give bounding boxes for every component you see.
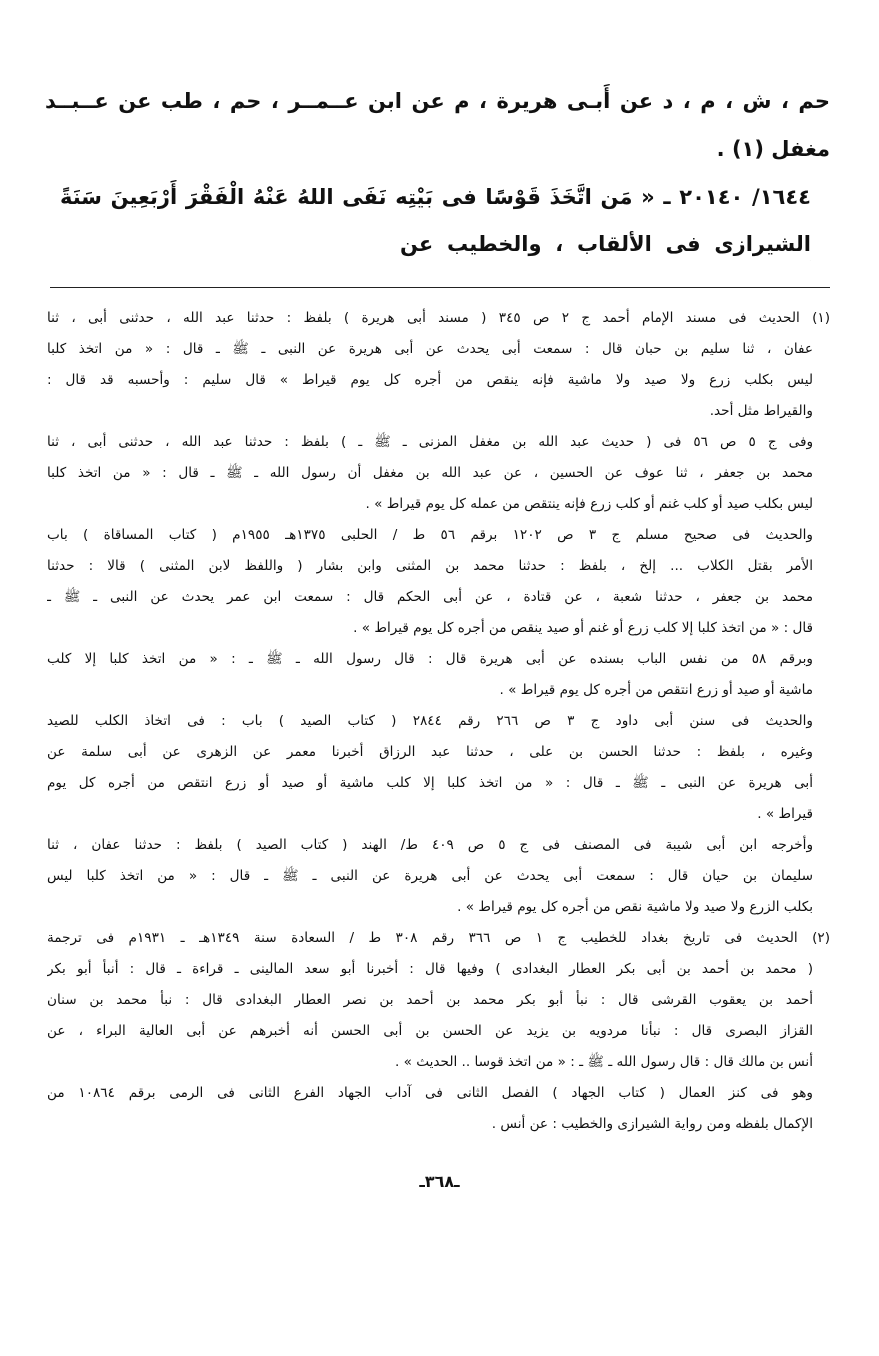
footnote-line: محمد بن جعفر ، ثنا عوف عن الحسين ، عن عبد الله بن مغفل أن رسول الله ـ ﷺ ـ قال : « من اتخذ كلبا bbox=[47, 465, 813, 481]
footnote-line: الإكمال بلفظه ومن رواية الشيرازى والخطيب : عن أنس . bbox=[491, 1116, 813, 1132]
footnote-line: الأمر بقتل الكلاب ... إلخ ، بلفظ : حدثنا محمد بن المثنى وابن بشار ( واللفظ لابن المثنى ) قالا : حدثنا bbox=[47, 558, 813, 574]
footnote-line: قال : « من اتخذ كلبا إلا كلب زرع أو غنم أو صيد ينقص من أجره كل يوم قيراط » . bbox=[353, 620, 813, 636]
footnote-line: والقيراط مثل أحد. bbox=[709, 403, 813, 419]
footnote-line: أنس بن مالك قال : قال رسول الله ـ ﷺ ـ : « من اتخذ قوسا .. الحديث » . bbox=[395, 1054, 813, 1070]
footnote-line: وفى ج ٥ ص ٥٦ فى ( حديث عبد الله بن مغفل المزنى ـ ﷺ ـ ) بلفظ : حدثنا عبد الله ، حدثنى أبى ، ثنا bbox=[47, 434, 813, 450]
footnote-line: وغيره ، بلفظ : حدثنا الحسن بن على ، حدثنا عبد الرزاق أخبرنا معمر عن الزهرى عن أبى سلمة عن bbox=[47, 744, 813, 760]
footnote-divider bbox=[50, 287, 830, 288]
footnote-line: قيراط » . bbox=[757, 806, 813, 822]
main-text-line: حم ، ش ، م ، د عن أَبـى هريرة ، م عن ابن عــمــر ، حم ، طب عن عــبــد bbox=[45, 89, 830, 113]
footnote-line: وهو فى كنز العمال ( كتاب الجهاد ) الفصل الثانى فى آداب الجهاد الفرع الثانى فى الرمى برقم ١٠٨٦٤ من bbox=[47, 1085, 813, 1101]
footnote-line: ليس بكلب زرع ولا صيد ولا ماشية فإنه ينقص من أجره كل يوم قيراط » قال سليم : وأحسبه قد قال : bbox=[47, 372, 813, 388]
footnote-line: سليمان بن حيان قال : سمعت أبى يحدث عن أبى هريرة عن النبى ـ ﷺ ـ قال : « من اتخذ كلبا ليس bbox=[47, 868, 813, 884]
footnote-line: (٢) الحديث فى تاريخ بغداد للخطيب ج ١ ص ٣٦٦ رقم ٣٠٨ ط / السعادة سنة ١٣٤٩هـ ـ ١٩٣١م فى ترجمة bbox=[47, 930, 830, 946]
footnote-line: وأخرجه ابن أبى شيبة فى المصنف فى ج ٥ ص ٤٠٩ ط/ الهند ( كتاب الصيد ) بلفظ : حدثنا عفان ، ثنا bbox=[47, 837, 813, 853]
footnote-line: عفان ، ثنا سليم بن حبان قال : سمعت أبى يحدث عن أبى هريرة عن النبى ـ ﷺ ـ قال : « من اتخذ كلبا bbox=[47, 341, 813, 357]
footnote-line: محمد بن جعفر ، حدثنا شعبة ، عن قتادة ، عن أبى الحكم قال : سمعت ابن عمر يحدث عن النبى ـ ﷺ ـ bbox=[47, 589, 813, 605]
main-text-line: ١٦٤٤/ ٢٠١٤٠ ـ « مَن اتَّخَذَ قَوْسًا فى بَيْتِه نَفَى اللهُ عَنْهُ الْفَقْرَ أَرْبَعِينَ سَنَةً bbox=[60, 185, 811, 209]
page-number: ـ٣٦٨ـ bbox=[419, 1172, 460, 1191]
footnote-line: ليس بكلب صيد أو كلب غنم أو كلب زرع فإنه ينتقص من عمله كل يوم قيراط » . bbox=[365, 496, 813, 512]
footnote-line: القزاز البصرى قال : نبأنا مردويه بن يزيد عن الحسن بن أبى الحسن أنه أخبرهم عن أبى العالية البراء ، عن bbox=[47, 1023, 813, 1039]
footnote-line: (١) الحديث فى مسند الإمام أحمد ج ٢ ص ٣٤٥ ( مسند أبى هريرة ) بلفظ : حدثنا عبد الله ، حدثنى أبى ، ثنا bbox=[47, 310, 830, 326]
footnote-line: والحديث فى صحيح مسلم ج ٣ ص ١٢٠٢ برقم ٥٦ ط / الحلبى ١٣٧٥هـ ١٩٥٥م ( كتاب المساقاة ) باب bbox=[47, 527, 813, 543]
footnote-line: وبرقم ٥٨ من نفس الباب بسنده عن أبى هريرة قال : قال رسول الله ـ ﷺ ـ : « من اتخذ كلبا إلا كلب bbox=[47, 651, 813, 667]
main-text-line: الشيرازى فى الألقاب ، والخطيب عن bbox=[400, 232, 811, 256]
footnote-line: والحديث فى سنن أبى داود ج ٣ ص ٢٦٦ رقم ٢٨٤٤ ( كتاب الصيد ) باب : فى اتخاذ الكلب للصيد bbox=[47, 713, 813, 729]
footnote-line: أحمد بن يعقوب القرشى قال : نبأ أبو بكر محمد بن أحمد بن نصر العطار البغدادى قال : نبأ محمد بن سنان bbox=[47, 992, 813, 1008]
footnote-line: أبى هريرة عن النبى ـ ﷺ ـ قال : « من اتخذ كلبا إلا كلب ماشية أو صيد أو زرع انتقص من أجره كل يوم bbox=[47, 775, 813, 791]
footnote-line: ماشية أو صيد أو زرع انتقص من أجره كل يوم قيراط » . bbox=[499, 682, 813, 698]
footnote-line: بكلب الزرع ولا صيد ولا ماشية نقص من أجره كل يوم قيراط » . bbox=[457, 899, 813, 915]
main-text-line: مغفل (١) . bbox=[716, 137, 830, 161]
footnote-line: ( محمد بن أحمد بن أبى بكر العطار البغدادى ) وفيها قال : أخبرنا أبو سعد المالينى ـ قراءة ـ قال : أنبأ أبو بكر bbox=[47, 961, 813, 977]
